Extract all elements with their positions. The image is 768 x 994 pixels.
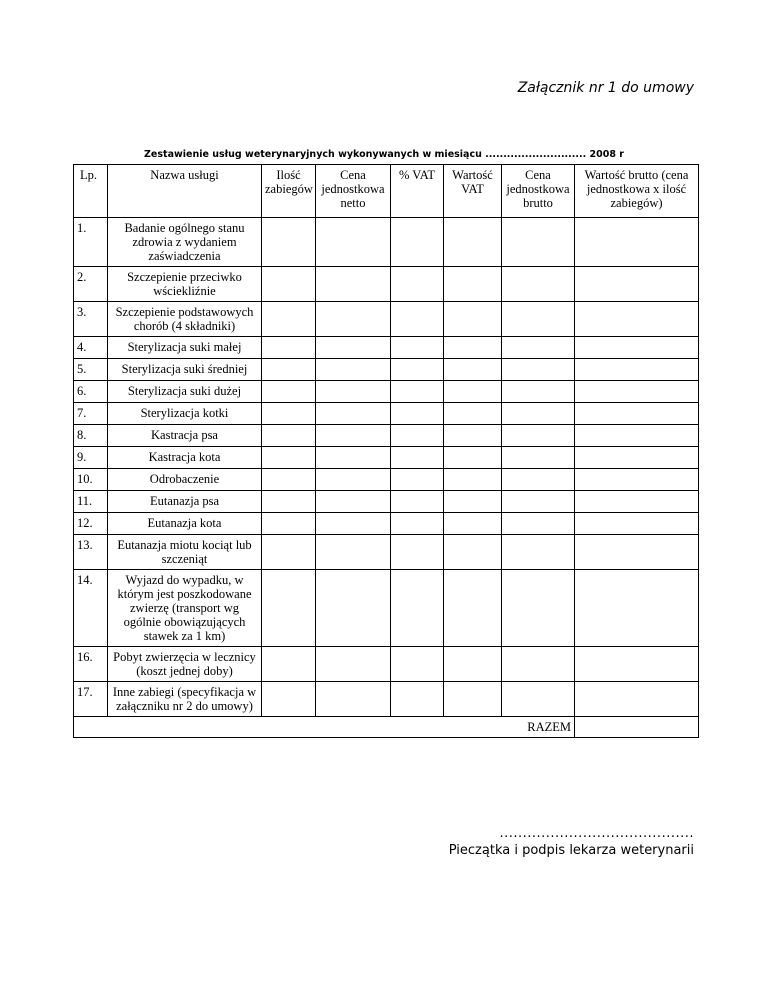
row-net-price-cell[interactable] [316,491,391,513]
header-gross-value: Wartość brutto (cena jednostkowa x ilość zabiegów) [575,165,699,218]
table-row [74,647,699,682]
row-service-name: Sterylizacja suki średniej [108,359,262,381]
row-gross-price-cell[interactable] [502,337,575,359]
row-gross-price-cell[interactable] [502,218,575,267]
row-vat-pct-cell[interactable] [391,491,444,513]
row-service-name: Sterylizacja suki małej [108,337,262,359]
row-net-price-cell[interactable] [316,302,391,337]
row-qty-cell[interactable] [262,491,316,513]
row-vat-value-cell[interactable] [444,381,502,403]
row-lp: 17. [74,682,108,717]
row-net-price-cell[interactable] [316,381,391,403]
row-gross-price-cell[interactable] [502,447,575,469]
row-qty-cell[interactable] [262,267,316,302]
row-service-name: Odrobaczenie [108,469,262,491]
row-gross-value-cell[interactable] [575,381,699,403]
row-qty-cell[interactable] [262,647,316,682]
total-label: RAZEM [74,717,575,738]
row-lp: 14. [74,570,108,647]
row-vat-pct-cell[interactable] [391,469,444,491]
row-gross-value-cell[interactable] [575,513,699,535]
row-vat-pct-cell[interactable] [391,535,444,570]
row-vat-value-cell[interactable] [444,513,502,535]
table-row [74,403,699,425]
row-service-name: Inne zabiegi (specyfikacja w załączniku nr 2 do umowy) [108,682,262,717]
table-row [74,469,699,491]
row-service-name: Kastracja psa [108,425,262,447]
row-net-price-cell[interactable] [316,647,391,682]
annex-label: Załącznik nr 1 do umowy [517,80,694,96]
row-vat-value-cell[interactable] [444,682,502,717]
row-lp: 7. [74,403,108,425]
row-service-name: Eutanazja miotu kociąt lub szczeniąt [108,535,262,570]
row-gross-price-cell[interactable] [502,570,575,647]
row-net-price-cell[interactable] [316,682,391,717]
row-vat-pct-cell[interactable] [391,447,444,469]
row-net-price-cell[interactable] [316,469,391,491]
row-vat-value-cell[interactable] [444,535,502,570]
row-lp: 6. [74,381,108,403]
row-vat-pct-cell[interactable] [391,267,444,302]
row-vat-pct-cell[interactable] [391,570,444,647]
row-vat-value-cell[interactable] [444,647,502,682]
row-lp: 13. [74,535,108,570]
row-lp: 4. [74,337,108,359]
row-vat-value-cell[interactable] [444,491,502,513]
row-qty-cell[interactable] [262,381,316,403]
row-net-price-cell[interactable] [316,535,391,570]
table-row [74,682,699,717]
row-service-name: Szczepienie przeciwko wściekliźnie [108,267,262,302]
row-qty-cell[interactable] [262,682,316,717]
row-lp: 9. [74,447,108,469]
row-gross-price-cell[interactable] [502,381,575,403]
row-lp: 2. [74,267,108,302]
row-lp: 8. [74,425,108,447]
row-gross-value-cell[interactable] [575,403,699,425]
row-qty-cell[interactable] [262,359,316,381]
row-qty-cell[interactable] [262,469,316,491]
row-service-name: Sterylizacja kotki [108,403,262,425]
table-row [74,447,699,469]
document-heading: Zestawienie usług weterynaryjnych wykonywanych w miesiącu ............................ 2008 r [144,149,624,160]
header-lp: Lp. [74,165,108,218]
row-gross-price-cell[interactable] [502,403,575,425]
row-gross-price-cell[interactable] [502,513,575,535]
row-lp: 16. [74,647,108,682]
row-qty-cell[interactable] [262,570,316,647]
row-vat-pct-cell[interactable] [391,218,444,267]
row-qty-cell[interactable] [262,513,316,535]
row-gross-value-cell[interactable] [575,535,699,570]
row-gross-price-cell[interactable] [502,647,575,682]
table-row [74,267,699,302]
row-gross-price-cell[interactable] [502,469,575,491]
row-vat-pct-cell[interactable] [391,513,444,535]
row-gross-price-cell[interactable] [502,267,575,302]
signature-block [449,825,694,859]
row-lp: 11. [74,491,108,513]
row-net-price-cell[interactable] [316,218,391,267]
header-vat-value: Wartość VAT [444,165,502,218]
table-row [74,535,699,570]
row-vat-pct-cell[interactable] [391,425,444,447]
row-vat-pct-cell[interactable] [391,302,444,337]
header-net-price: Cena jednostkowa netto [316,165,391,218]
row-net-price-cell[interactable] [316,359,391,381]
row-gross-price-cell[interactable] [502,682,575,717]
table-header-row [74,165,699,218]
row-vat-value-cell[interactable] [444,425,502,447]
row-net-price-cell[interactable] [316,425,391,447]
row-net-price-cell[interactable] [316,447,391,469]
header-qty: Ilość zabiegów [262,165,316,218]
row-qty-cell[interactable] [262,302,316,337]
row-service-name: Szczepienie podstawowych chorób (4 składniki) [108,302,262,337]
signature-line: .......................................... [499,826,694,841]
row-net-price-cell[interactable] [316,267,391,302]
total-row [74,717,699,738]
services-table [73,164,699,738]
row-gross-price-cell[interactable] [502,359,575,381]
row-service-name: Pobyt zwierzęcia w lecznicy (koszt jednej doby) [108,647,262,682]
row-service-name: Wyjazd do wypadku, w którym jest poszkodowane zwierzę (transport wg ogólnie obowiązujących stawek za 1 km) [108,570,262,647]
row-gross-value-cell[interactable] [575,682,699,717]
row-gross-value-cell[interactable] [575,337,699,359]
row-service-name: Kastracja kota [108,447,262,469]
table-row [74,337,699,359]
row-vat-pct-cell[interactable] [391,359,444,381]
row-gross-value-cell[interactable] [575,647,699,682]
table-row [74,513,699,535]
row-vat-value-cell[interactable] [444,469,502,491]
row-vat-pct-cell[interactable] [391,647,444,682]
row-vat-value-cell[interactable] [444,570,502,647]
table-row [74,570,699,647]
row-net-price-cell[interactable] [316,570,391,647]
row-gross-price-cell[interactable] [502,302,575,337]
row-gross-value-cell[interactable] [575,267,699,302]
row-net-price-cell[interactable] [316,403,391,425]
row-qty-cell[interactable] [262,218,316,267]
row-gross-price-cell[interactable] [502,491,575,513]
row-vat-pct-cell[interactable] [391,381,444,403]
row-gross-value-cell[interactable] [575,218,699,267]
table-row [74,359,699,381]
row-qty-cell[interactable] [262,425,316,447]
row-gross-price-cell[interactable] [502,425,575,447]
row-qty-cell[interactable] [262,447,316,469]
row-vat-pct-cell[interactable] [391,682,444,717]
table-row [74,381,699,403]
row-lp: 10. [74,469,108,491]
row-lp: 5. [74,359,108,381]
row-lp: 3. [74,302,108,337]
row-net-price-cell[interactable] [316,337,391,359]
row-gross-value-cell[interactable] [575,359,699,381]
row-gross-value-cell[interactable] [575,302,699,337]
header-name: Nazwa usługi [108,165,262,218]
table-row [74,491,699,513]
row-vat-value-cell[interactable] [444,337,502,359]
header-gross-price: Cena jednostkowa brutto [502,165,575,218]
signature-caption: Pieczątka i podpis lekarza weterynarii [448,843,694,858]
row-vat-value-cell[interactable] [444,302,502,337]
row-gross-value-cell[interactable] [575,570,699,647]
row-qty-cell[interactable] [262,403,316,425]
table-row [74,302,699,337]
header-vat-pct: % VAT [391,165,444,218]
row-service-name: Badanie ogólnego stanu zdrowia z wydaniem zaświadczenia [108,218,262,267]
row-vat-value-cell[interactable] [444,447,502,469]
row-gross-value-cell[interactable] [575,469,699,491]
row-qty-cell[interactable] [262,535,316,570]
row-lp: 12. [74,513,108,535]
row-vat-pct-cell[interactable] [391,337,444,359]
row-gross-value-cell[interactable] [575,491,699,513]
row-vat-pct-cell[interactable] [391,403,444,425]
table-row [74,218,699,267]
row-vat-value-cell[interactable] [444,218,502,267]
row-service-name: Eutanazja kota [108,513,262,535]
row-qty-cell[interactable] [262,337,316,359]
table-row [74,425,699,447]
row-lp: 1. [74,218,108,267]
row-vat-value-cell[interactable] [444,403,502,425]
row-net-price-cell[interactable] [316,513,391,535]
row-gross-value-cell[interactable] [575,425,699,447]
row-gross-value-cell[interactable] [575,447,699,469]
row-gross-price-cell[interactable] [502,535,575,570]
row-vat-value-cell[interactable] [444,359,502,381]
row-service-name: Eutanazja psa [108,491,262,513]
row-service-name: Sterylizacja suki dużej [108,381,262,403]
total-value-cell[interactable] [575,717,699,738]
row-vat-value-cell[interactable] [444,267,502,302]
